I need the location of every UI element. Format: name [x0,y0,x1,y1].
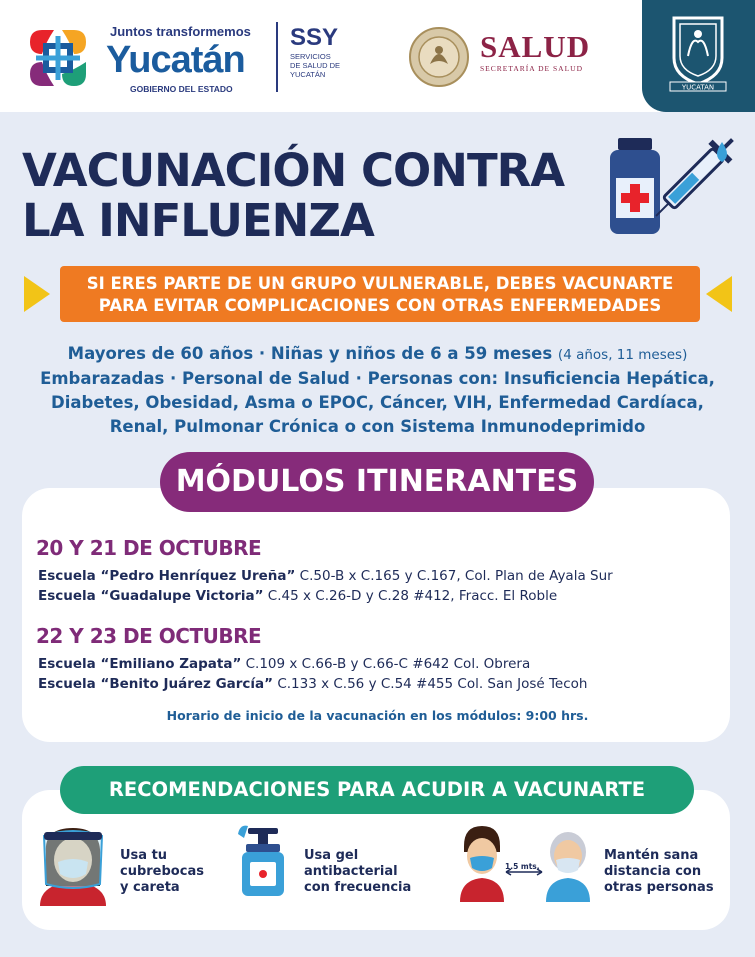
target-groups [0,342,755,439]
ssy-logo [290,24,370,79]
venue-name: Escuela “Pedro Henríquez Ureña” [38,568,296,584]
venue-address: C.109 x C.66-B y C.66-C #642 Col. Obrera [241,656,531,672]
header-bar [0,0,755,112]
mexico-seal-icon [408,26,470,88]
vulnerable-group-banner [60,266,700,322]
distance-label: 1.5 mts. [505,862,540,871]
rec-label-gel [304,848,411,896]
gov-label: GOBIERNO DEL ESTADO [130,84,233,94]
groups-line-2: Embarazadas · Personal de Salud · Personas con: Insuficiencia Hepática, [40,369,715,388]
groups-line-1-text: Mayores de 60 años · Niñas y niños de 6 a 59 meses [67,344,553,363]
venue-address: C.45 x C.26-D y C.28 #412, Fracc. El Roble [263,588,558,604]
salud-logo [480,30,590,73]
banner-line-2: PARA EVITAR COMPLICACIONES CON OTRAS ENFERMEDADES [98,296,662,315]
rec-label-gel-line-3: con frecuencia [304,880,412,895]
venue-address: C.133 x C.56 y C.54 #455 Col. San José Tecoh [273,676,588,692]
rec-label-mask [120,848,204,896]
date-heading-2: 22 Y 23 DE OCTUBRE [36,624,262,648]
groups-line-1 [0,342,755,367]
title-line-1: VACUNACIÓN CONTRA [22,144,565,197]
vaccination-schedule: Horario de inicio de la vacunación en los módulos: 9:00 hrs. [166,708,589,723]
ssy-full-line-1: SERVICIOS [290,52,331,61]
rec-label-gel-line-2: antibacterial [304,864,398,879]
rec-label-mask-line-2: cubrebocas [120,864,204,879]
venue-name: Escuela “Guadalupe Victoria” [38,588,264,604]
venue-name: Escuela “Benito Juárez García” [38,676,274,692]
salud-subtitle: SECRETARÍA DE SALUD [480,64,583,73]
yucatan-government-logo [22,18,282,100]
hand-sanitizer-icon [234,822,294,898]
date-heading-1: 20 Y 21 DE OCTUBRE [36,536,262,560]
rec-label-distance-line-3: otras personas [604,880,714,895]
venue-address: C.50-B x C.165 y C.167, Col. Plan de Ayala Sur [295,568,613,584]
groups-line-1-note: (4 años, 11 meses) [557,347,688,363]
yucatan-shield-tab [642,0,755,112]
modules-card [22,488,730,742]
title-line-2: LA INFLUENZA [22,194,374,247]
rec-label-distance-line-2: distancia con [604,864,702,879]
venue-item [38,654,530,674]
gov-state-name: Yucatán [106,39,245,81]
salud-title: SALUD [480,29,591,64]
ssy-full-line-3: YUCATÁN [290,70,326,79]
yucatan-shield-icon [666,12,730,92]
venue-item [38,674,587,694]
banner-line-1: SI ERES PARTE DE UN GRUPO VULNERABLE, DEBES VACUNARTE [86,274,674,293]
yucatan-knot-icon [22,22,94,94]
modules-heading: MÓDULOS ITINERANTES [160,452,594,512]
ssy-abbreviation: SSY [290,24,339,51]
rec-label-gel-line-1: Usa gel [304,848,359,863]
rec-label-mask-line-1: Usa tu [120,848,168,863]
groups-line-4: Renal, Pulmonar Crónica o con Sistema Inmunodeprimido [109,417,646,436]
face-shield-icon [36,822,110,906]
logo-divider [276,22,278,92]
ssy-full-line-2: DE SALUD DE [290,61,341,70]
rec-label-distance [604,848,714,896]
gov-slogan: Juntos transformemos [110,24,251,39]
banner-arrow-right [706,276,732,312]
vaccine-vial-syringe-icon [598,118,738,248]
recommendations-heading: RECOMENDACIONES PARA ACUDIR A VACUNARTE [60,766,694,814]
rec-label-distance-line-1: Mantén sana [604,848,699,863]
rec-label-mask-line-3: y careta [120,880,180,895]
venue-name: Escuela “Emiliano Zapata” [38,656,242,672]
banner-arrow-left [24,276,50,312]
page-title [22,146,564,246]
shield-label: YUCATAN [681,83,715,92]
venue-item [38,566,613,586]
groups-line-3: Diabetes, Obesidad, Asma o EPOC, Cáncer, VIH, Enfermedad Cardíaca, [51,393,704,412]
venue-item [38,586,557,606]
